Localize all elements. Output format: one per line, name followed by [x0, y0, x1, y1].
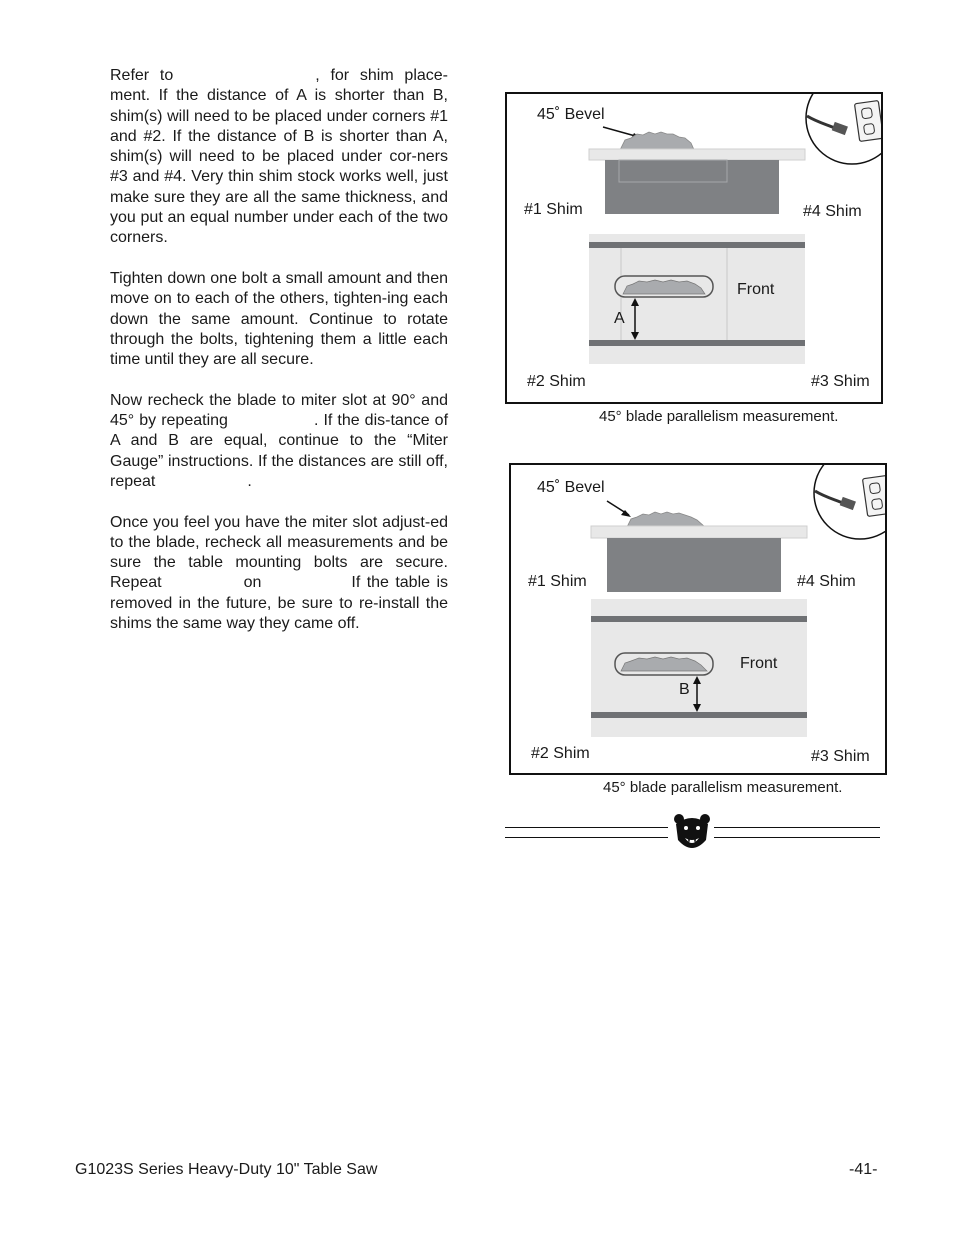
front-label: Front: [737, 281, 775, 298]
shim-3-label: #3 Shim: [811, 373, 870, 390]
table-top: [591, 526, 807, 538]
text-span: Once you feel you have the miter slot adjust-ed to the blade, recheck all measurements and be sure the table mounting bolts are secure. Repeat: [110, 513, 448, 592]
miter-slot-bottom: [589, 340, 805, 346]
shim-1-label: #1 Shim: [528, 573, 587, 590]
shim-2-label: #2 Shim: [531, 745, 590, 762]
shim-3-label: #3 Shim: [811, 748, 870, 765]
page-number: -41-: [849, 1161, 878, 1178]
separator-line: [505, 837, 668, 838]
paragraph-shim-placement: [110, 66, 448, 249]
text-span: Refer to: [110, 67, 174, 84]
shim-4-label: #4 Shim: [803, 203, 862, 220]
front-label: Front: [740, 655, 778, 672]
figure-a-measurement: [505, 92, 883, 404]
text-span: If the table is removed in the future, be sure to re-install the shims the same way they came off.: [110, 574, 448, 633]
bevel-label: 45˚ Bevel: [537, 106, 605, 123]
figure-b-drawing: [511, 465, 885, 773]
miter-slot-top: [589, 242, 805, 248]
measure-label: B: [679, 681, 690, 698]
body-text-column: [110, 66, 448, 655]
figure-b-measurement: [509, 463, 887, 775]
miter-slot-bottom: [591, 712, 807, 718]
outlet-icon: [854, 101, 881, 142]
separator-line: [714, 827, 880, 828]
text-span: on: [243, 574, 262, 592]
text-span: . If the dis-tance of A and B are equal, continue to the “Miter Gauge” instructions. If the distances are still off, repeat: [110, 412, 449, 490]
paragraph-tighten-bolts: Tighten down one bolt a small amount and then move on to each of the others, tighten-ing each down the same amount. Continue to rotate through the bolts, tightening them a little each time until they are all secure.: [110, 269, 448, 369]
shim-1-label: #1 Shim: [524, 201, 583, 218]
table-top: [589, 149, 805, 160]
shim-2-label: #2 Shim: [527, 373, 586, 390]
separator-line: [505, 827, 668, 828]
measure-label: A: [614, 310, 625, 327]
text-span: , for shim place-ment. If the distance of A is shorter than B, shim(s) will need to be placed under corners #1 and #2. If the distance of B is shorter than A, shim(s) will need to be placed under cor-ners #3 and #4. Very thin shim stock works well, just make sure they are all the same thickness, and you put an equal number under each of the two corners.: [110, 67, 448, 247]
text-span: .: [247, 472, 252, 490]
saw-blade: [627, 512, 705, 527]
separator-line: [714, 837, 880, 838]
figure-b-caption: 45° blade parallelism measurement.: [603, 779, 843, 796]
figure-a-caption: 45° blade parallelism measurement.: [599, 408, 839, 425]
saw-body: [607, 538, 781, 592]
saw-body: [605, 160, 779, 214]
bevel-label: 45˚ Bevel: [537, 479, 605, 496]
text-span: Now recheck the blade to miter slot at 90° and 45° by repeating: [110, 391, 448, 430]
shim-4-label: #4 Shim: [797, 573, 856, 590]
bear-logo-icon: [672, 812, 712, 856]
figure-a-drawing: [507, 94, 881, 402]
paragraph-final-check: [110, 513, 448, 635]
footer-title: G1023S Series Heavy-Duty 10" Table Saw: [75, 1161, 378, 1178]
paragraph-recheck: [110, 391, 448, 492]
miter-slot-top: [591, 616, 807, 622]
